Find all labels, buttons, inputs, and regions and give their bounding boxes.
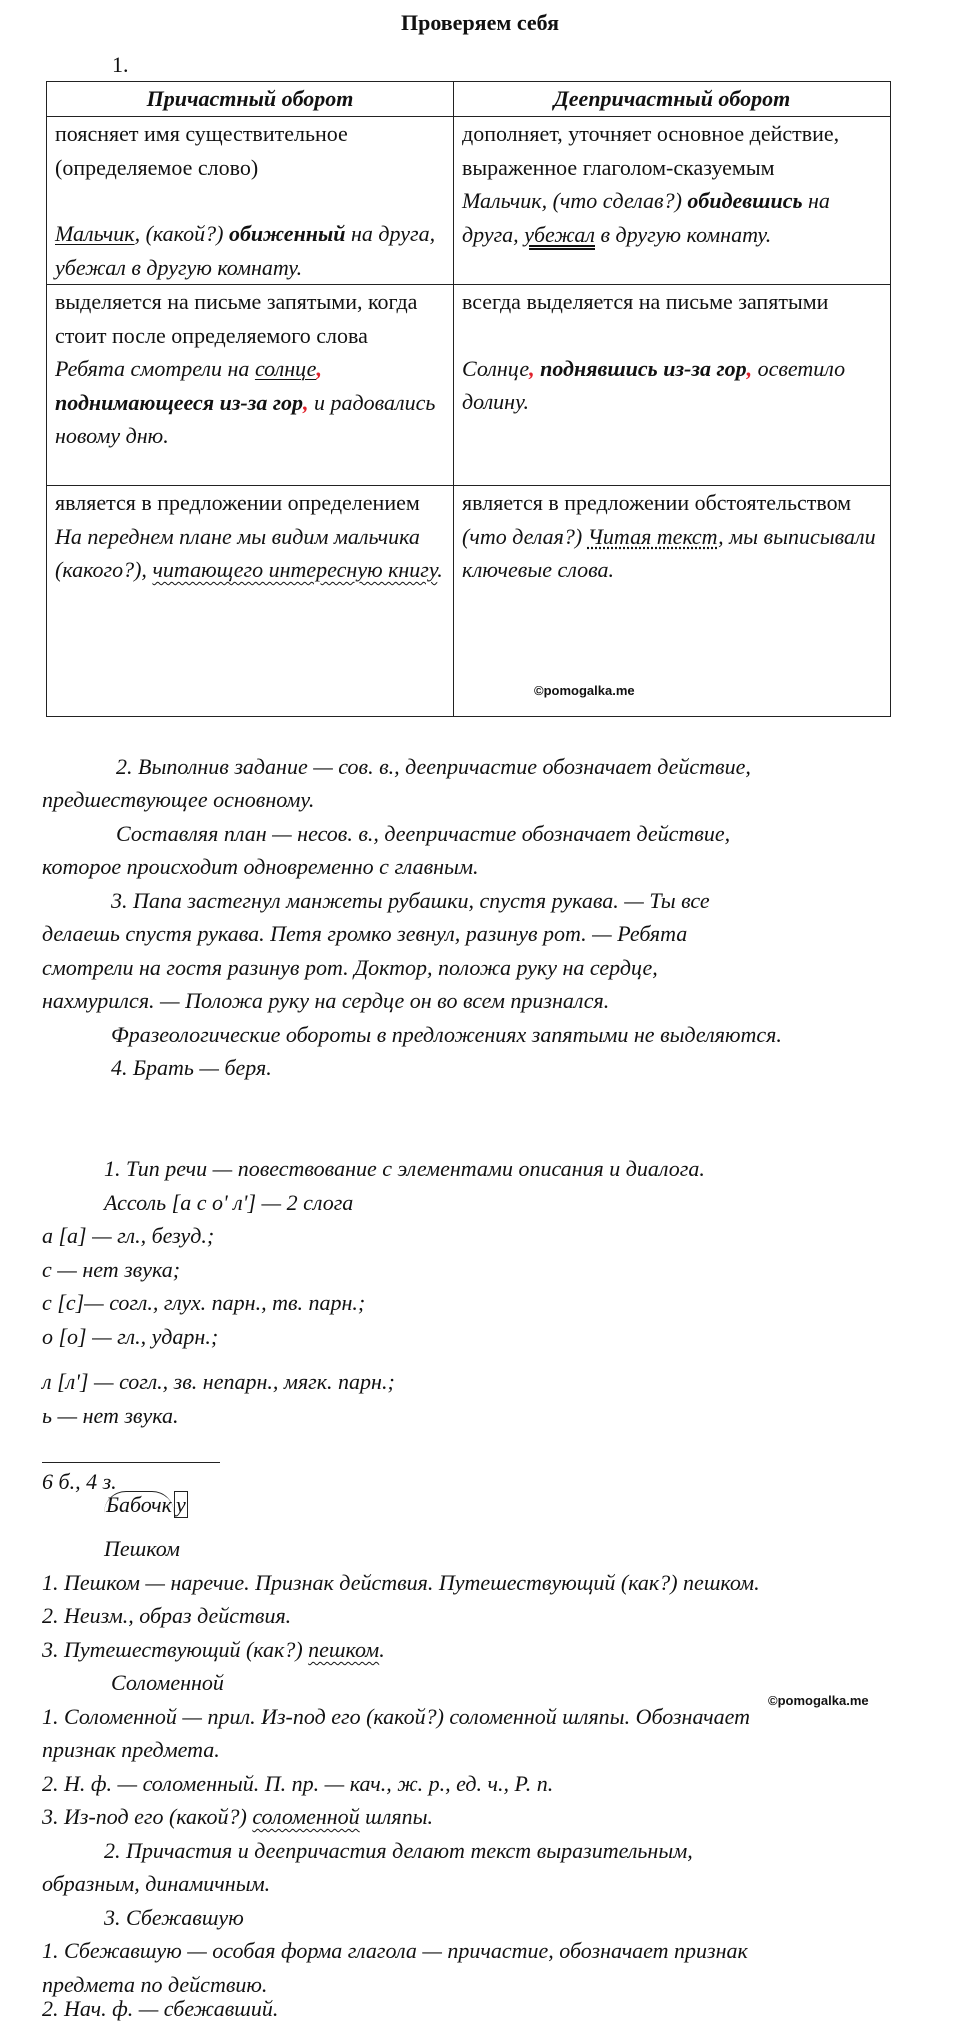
cell-example: Солнце, поднявшись из-за гор, осветило долину.: [462, 355, 846, 414]
text-line: а [а] — гл., безуд.;: [42, 1223, 215, 1248]
text-line: 1. Тип речи — повествование с элементами описания и диалога.: [104, 1156, 705, 1181]
text-line: образным, динамичным.: [42, 1871, 271, 1896]
cell-text: поясняет имя существительное (определяемое слово): [55, 121, 348, 180]
cell-example: (что делая?) Читая текст, мы выписывали ключевые слова.: [462, 523, 876, 582]
cell-text: является в предложении обстоятельством: [462, 490, 852, 515]
text-line: 2. Нач. ф. — сбежавший.: [42, 1996, 279, 2021]
comparison-table: [46, 81, 891, 717]
ending-box: у: [175, 1492, 186, 1517]
divider: [42, 1462, 220, 1463]
cell-r2c1: [47, 285, 454, 486]
cell-text: выделяется на письме запятыми, когда стоит после определяемого слова: [55, 289, 418, 348]
text-line: Соломенной: [111, 1670, 224, 1695]
cell-text: всегда выделяется на письме запятыми: [462, 289, 829, 314]
text-line: о [о] — гл., ударн.;: [42, 1324, 219, 1349]
text-line: 1. Сбежавшую — особая форма глагола — причастие, обозначает признак: [42, 1938, 748, 1963]
text-line: Ассоль [а с о' л'] — 2 слога: [104, 1190, 354, 1215]
text-line: 2. Выполнив задание — сов. в., деепричастие обозначает действие,: [116, 754, 751, 779]
text-line: признак предмета.: [42, 1737, 220, 1762]
cell-text: дополняет, уточняет основное действие, выраженное глаголом-сказуемым: [462, 121, 840, 180]
cell-example: Мальчик, (что сделав?) обидевшись на друга, убежал в другую комнату.: [462, 188, 830, 247]
text-line: делаешь спустя рукава. Петя громко зевнул, разинув рот. — Ребята: [42, 921, 688, 946]
text-line: Пешком: [104, 1536, 180, 1561]
text-line: 3. Папа застегнул манжеты рубашки, спустя рукава. — Ты все: [111, 888, 710, 913]
text-line: смотрели на гостя разинув рот. Доктор, положа руку на сердце,: [42, 955, 658, 980]
cell-r1c1: [47, 117, 454, 285]
cell-r1c2: [454, 117, 891, 285]
header-gerund: Деепричастный оборот: [454, 82, 891, 117]
text-line: Составляя план — несов. в., деепричастие обозначает действие,: [116, 821, 731, 846]
text-line: с — нет звука;: [42, 1257, 181, 1282]
text-line: 3. Сбежавшую: [104, 1905, 244, 1930]
cell-example: Мальчик, (какой?) обиженный на друга, убежал в другую комнату.: [55, 221, 436, 280]
watermark: ©pomogalka.me: [534, 683, 635, 698]
text-line: л [л'] — согл., зв. непарн., мягк. парн.;: [42, 1369, 395, 1394]
text-line: 3. Из-под его (какой?) соломенной шляпы.: [42, 1804, 433, 1829]
text-line: 2. Неизм., образ действия.: [42, 1603, 292, 1628]
cell-example: Ребята смотрели на солнце, поднимающееся из-за гор, и радовались новому дню.: [55, 356, 436, 448]
root-arc: Бабочк: [106, 1492, 172, 1517]
text-line: с [с]— согл., глух. парн., тв. парн.;: [42, 1290, 366, 1315]
task-number: 1.: [112, 52, 129, 77]
header-participle: Причастный оборот: [47, 82, 454, 117]
cell-text: является в предложении определением: [55, 490, 420, 515]
text-line: 1. Соломенной — прил. Из-под его (какой?) соломенной шляпы. Обозначает: [42, 1704, 751, 1729]
cell-example: На переднем плане мы видим мальчика (какого?), читающего интересную книгу.: [55, 523, 443, 582]
text-line: нахмурился. — Положа руку на сердце он во всем признался.: [42, 988, 610, 1013]
cell-r2c2: [454, 285, 891, 486]
text-line: Фразеологические обороты в предложениях запятыми не выделяются.: [111, 1022, 782, 1047]
text-line: 2. Н. ф. — соломенный. П. пр. — кач., ж. р., ед. ч., Р. п.: [42, 1771, 554, 1796]
watermark: ©pomogalka.me: [768, 1693, 869, 1708]
text-line: ь — нет звука.: [42, 1403, 179, 1428]
text-line: 6 б., 4 з.: [42, 1469, 117, 1494]
text-line: которое происходит одновременно с главным.: [42, 854, 479, 879]
text-line: предмета по действию.: [42, 1972, 268, 1997]
text-line: 1. Пешком — наречие. Признак действия. Путешествующий (как?) пешком.: [42, 1570, 760, 1595]
cell-r3c1: [47, 486, 454, 717]
page-title: Проверяем себя: [401, 10, 559, 35]
text-line: предшествующее основному.: [42, 787, 315, 812]
morpheme-word: [104, 1488, 188, 1521]
cell-r3c2: [454, 486, 891, 717]
text-line: 2. Причастия и деепричастия делают текст выразительным,: [104, 1838, 693, 1863]
text-line: 4. Брать — беря.: [111, 1055, 272, 1080]
text-line: 3. Путешествующий (как?) пешком.: [42, 1637, 385, 1662]
